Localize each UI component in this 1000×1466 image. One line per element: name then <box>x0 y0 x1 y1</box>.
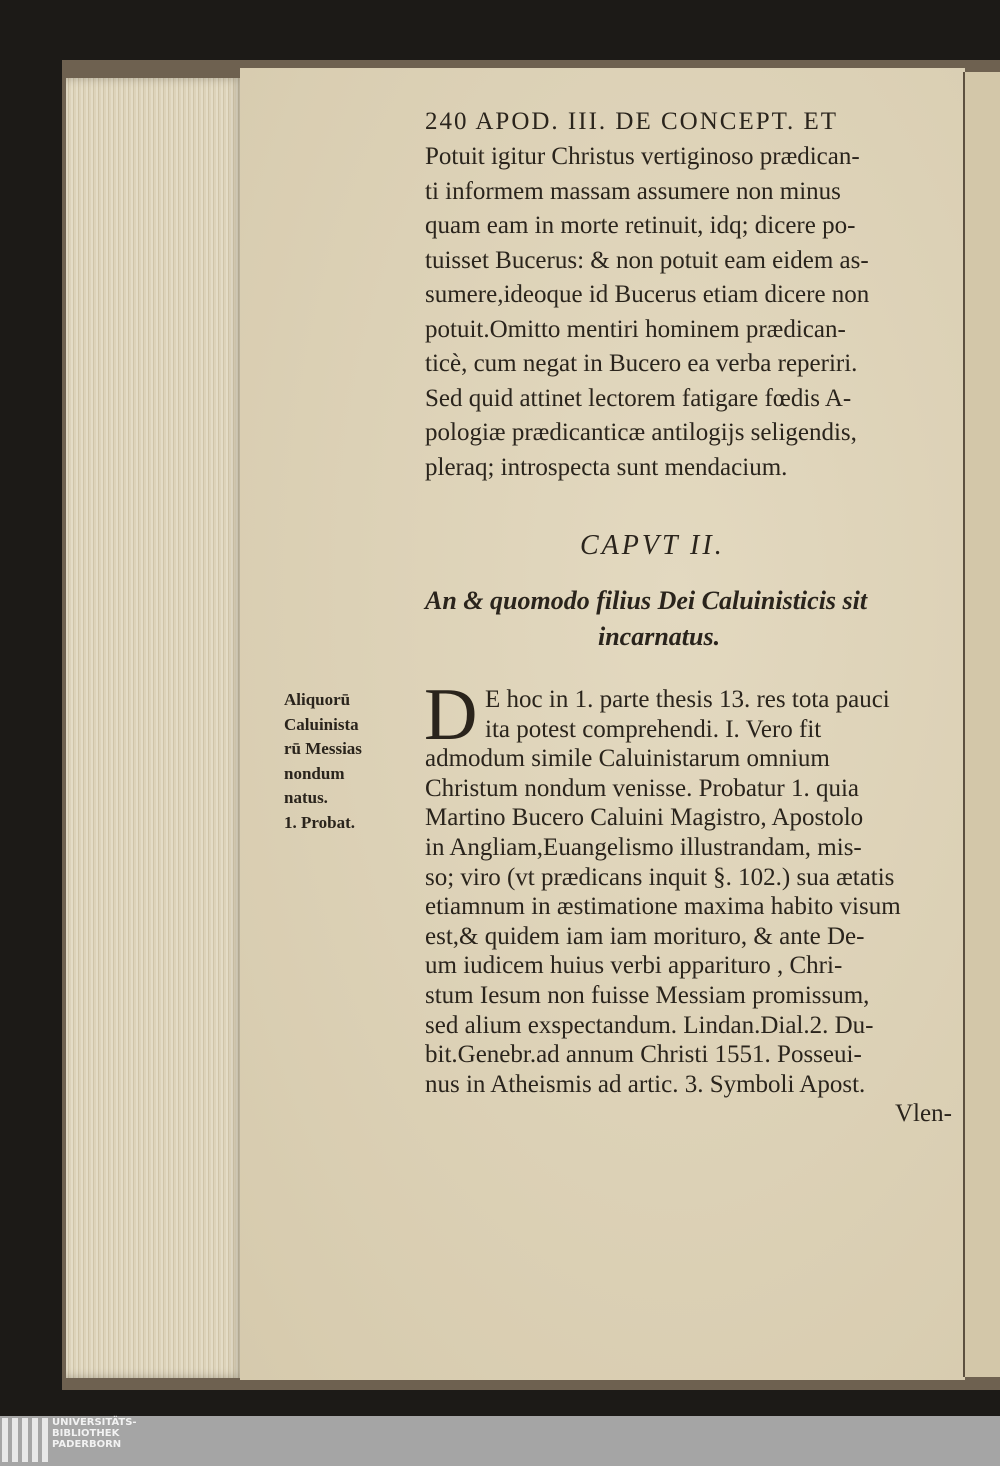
library-logo-icon <box>2 1418 48 1462</box>
text-line: stum Iesum non fuisse Messiam promissum, <box>425 982 870 1009</box>
text-line: Caluinista <box>284 714 359 734</box>
text-line: potuit.Omitto mentiri hominem prædican- <box>425 315 846 343</box>
text-line: in Angliam,Euangelismo illustrandam, mis- <box>425 834 862 861</box>
drop-cap: D <box>424 674 478 756</box>
text-line: ti informem massam assumere non minus <box>425 177 841 205</box>
text-line: um iudicem huius verbi apparituro , Chri- <box>425 952 843 980</box>
text-line: Martino Bucero Caluini Magistro, Apostolo <box>425 804 864 832</box>
text-line: sumere,ideoque id Bucerus etiam dicere non <box>425 281 870 308</box>
adjacent-page-strip <box>963 72 1000 1377</box>
text-line: quam eam in morte retinuit, idq; dicere po- <box>425 212 856 239</box>
text-line: E hoc in 1. parte thesis 13. res tota pauci <box>485 686 890 713</box>
text-line: tuisset Bucerus: & non potuit eam eidem as- <box>425 246 869 274</box>
text-line: Aliquorū <box>284 690 351 709</box>
text-line: so; viro (vt prædicans inquit §. 102.) sua ætatis <box>425 863 895 891</box>
library-logo-text: UNIVERSITÄTS- BIBLIOTHEK PADERBORN <box>52 1417 137 1450</box>
text-line: nus in Atheismis ad artic. 3. Symboli Apost. <box>425 1070 866 1098</box>
text-line: Vlen- <box>895 1100 952 1128</box>
page-edges <box>66 78 244 1378</box>
text-line: sed alium exspectandum. Lindan.Dial.2. Du- <box>425 1011 874 1039</box>
text-line: Christum nondum venisse. Probatur 1. quia <box>425 774 859 802</box>
text-line: admodum simile Caluinistarum omnium <box>425 745 830 773</box>
text-line: natus. <box>284 788 328 807</box>
text-line: pologiæ prædicanticæ antilogijs seligendis, <box>425 419 857 446</box>
text-line: Potuit igitur Christus vertiginoso prædican- <box>425 143 860 170</box>
text-line: etiamnum in æstimatione maxima habito visum <box>425 893 901 921</box>
chapter-heading: CAPVT II. <box>580 530 725 561</box>
text-line: nondum <box>284 763 345 783</box>
text-line: rū Messias <box>284 739 362 758</box>
text-line: pleraq; introspecta sunt mendacium. <box>425 453 788 481</box>
running-header: 240 APOD. III. DE CONCEPT. ET <box>425 108 839 135</box>
text-line: 1. Probat. <box>284 812 355 832</box>
footer-bar <box>0 1416 1000 1466</box>
text-line: est,& quidem iam iam morituro, & ante De- <box>425 922 865 950</box>
text-line: bit.Genebr.ad annum Christi 1551. Posseui- <box>425 1041 862 1069</box>
text-line: ita potest comprehendi. I. Vero fit <box>485 715 822 743</box>
text-line: ticè, cum negat in Bucero ea verba reperiri. <box>425 350 858 377</box>
chapter-subtitle-line: An & quomodo filius Dei Caluinisticis sit <box>425 586 868 615</box>
text-line: Sed quid attinet lectorem fatigare fœdis A- <box>425 384 852 412</box>
chapter-subtitle-line: incarnatus. <box>598 622 721 651</box>
